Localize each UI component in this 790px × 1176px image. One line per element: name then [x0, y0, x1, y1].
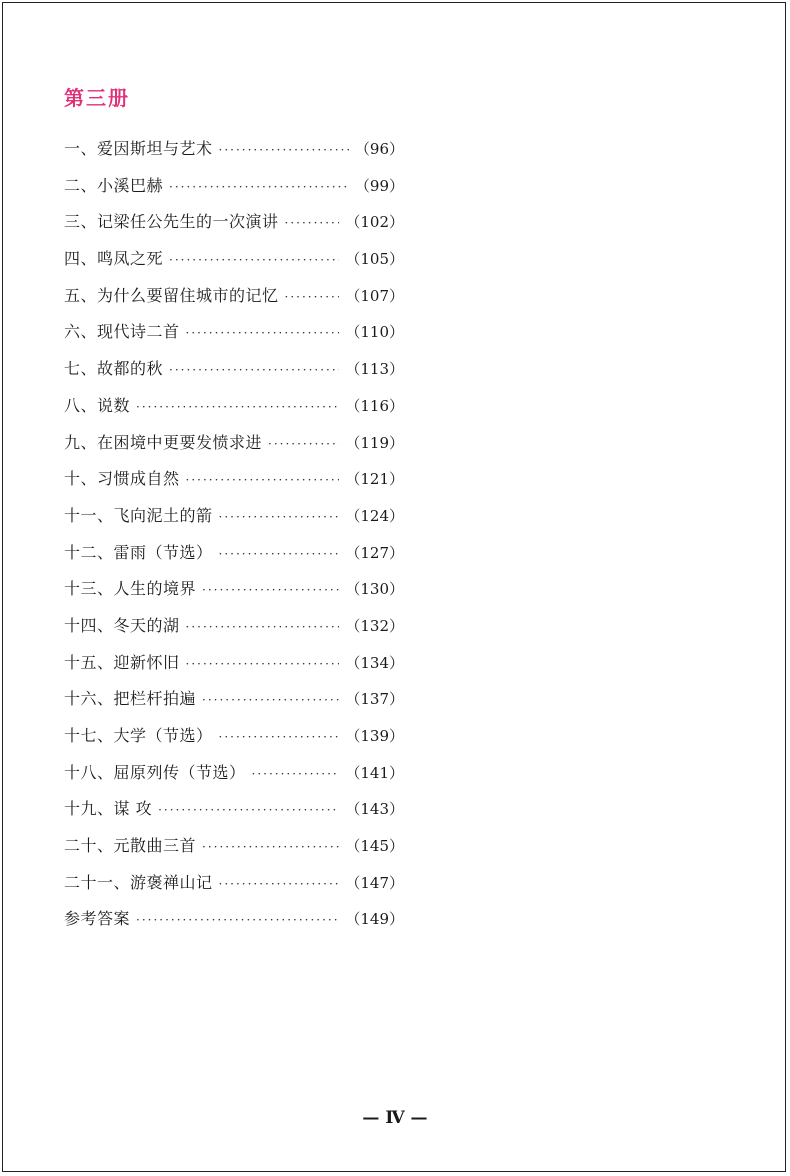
toc-entry-page: （119） [345, 433, 404, 452]
toc-entry-title: 六、现代诗二首 [64, 322, 180, 342]
section-title: 第三册 [64, 86, 130, 110]
toc-entry [64, 283, 404, 320]
toc-entry-title: 参考答案 [64, 909, 131, 929]
toc-leader-dots [186, 657, 340, 671]
toc-leader-dots [169, 180, 349, 194]
toc-leader-dots [285, 216, 340, 230]
toc-entry-page: （145） [345, 837, 404, 856]
toc-entry-title: 三、记梁任公先生的一次演讲 [64, 212, 279, 232]
toc-entry-title: 八、说数 [64, 395, 131, 415]
toc-entry-page: （130） [345, 580, 404, 599]
toc-entry-page: （137） [345, 690, 404, 709]
toc-entry-title: 十五、迎新怀旧 [64, 652, 180, 672]
toc-entry-page: （107） [345, 286, 404, 305]
toc-entry-title: 四、鸣凤之死 [64, 249, 164, 269]
toc-entry [64, 430, 404, 467]
toc-entry [64, 319, 404, 356]
toc-entry [64, 393, 404, 430]
toc-entry [64, 466, 404, 503]
table-of-contents [64, 136, 404, 943]
toc-entry-page: （127） [345, 543, 404, 562]
toc-leader-dots [136, 913, 339, 927]
toc-entry [64, 870, 404, 907]
toc-entry-page: （139） [345, 727, 404, 745]
toc-entry-title: 二、小溪巴赫 [64, 175, 164, 195]
toc-entry-title: 二十一、游褒禅山记 [64, 872, 213, 892]
toc-entry [64, 796, 404, 833]
toc-entry-title: 五、为什么要留住城市的记忆 [64, 285, 279, 305]
toc-entry [64, 723, 404, 760]
toc-leader-dots [219, 877, 340, 891]
toc-leader-dots [186, 620, 340, 634]
toc-entry [64, 686, 404, 723]
toc-entry-page: （132） [345, 616, 404, 635]
toc-entry-title: 九、在困境中更要发愤求进 [64, 432, 263, 452]
toc-entry-title: 二十、元散曲三首 [64, 836, 197, 856]
toc-entry [64, 540, 404, 577]
toc-entry [64, 503, 404, 540]
toc-entry-page: （141） [345, 763, 404, 782]
toc-entry-title: 七、故都的秋 [64, 359, 164, 379]
toc-leader-dots [252, 767, 340, 781]
page-number: — Ⅳ — [362, 1108, 428, 1128]
toc-leader-dots [186, 473, 340, 487]
toc-entry [64, 209, 404, 246]
toc-entry-title: 十二、雷雨（节选） [64, 542, 213, 562]
toc-leader-dots [158, 803, 339, 817]
toc-leader-dots [219, 510, 340, 524]
toc-entry-page: （147） [345, 873, 404, 892]
toc-leader-dots [285, 290, 340, 304]
toc-leader-dots [202, 583, 339, 597]
toc-entry-page: （143） [345, 800, 404, 819]
toc-leader-dots [202, 840, 339, 854]
toc-entry-title: 十九、谋 攻 [64, 799, 153, 819]
toc-entry-page: （110） [345, 323, 404, 342]
toc-leader-dots [219, 547, 340, 561]
toc-entry-page: （124） [345, 506, 404, 525]
toc-entry-title: 十三、人生的境界 [64, 579, 197, 599]
toc-entry-page: （149） [345, 910, 404, 929]
toc-entry-page: （121） [345, 470, 404, 489]
toc-entry-title: 十六、把栏杆拍遍 [64, 689, 197, 709]
toc-leader-dots [202, 693, 339, 707]
toc-leader-dots [169, 363, 339, 377]
toc-entry-page: （96） [354, 140, 404, 158]
toc-leader-dots [219, 730, 340, 744]
toc-entry [64, 576, 404, 613]
toc-leader-dots [219, 143, 349, 157]
toc-entry [64, 246, 404, 283]
toc-entry-title: 十七、大学（节选） [64, 726, 213, 745]
toc-entry-page: （134） [345, 653, 404, 672]
toc-leader-dots [268, 437, 339, 451]
toc-leader-dots [136, 400, 339, 414]
toc-entry-page: （99） [354, 176, 404, 195]
toc-entry-title: 十、习惯成自然 [64, 469, 180, 489]
toc-entry-title: 十一、飞向泥土的箭 [64, 505, 213, 525]
toc-entry [64, 356, 404, 393]
toc-entry-title: 一、爱因斯坦与艺术 [64, 139, 213, 158]
toc-entry-title: 十八、屈原列传（节选） [64, 762, 246, 782]
toc-leader-dots [186, 326, 340, 340]
toc-leader-dots [169, 253, 339, 267]
toc-entry-page: （113） [345, 360, 404, 379]
toc-entry [64, 136, 404, 173]
toc-entry [64, 173, 404, 210]
toc-entry [64, 650, 404, 687]
toc-entry [64, 760, 404, 797]
toc-entry-title: 十四、冬天的湖 [64, 615, 180, 635]
toc-entry-page: （105） [345, 250, 404, 269]
toc-entry-page: （116） [345, 396, 404, 415]
toc-entry [64, 833, 404, 870]
toc-entry-page: （102） [345, 213, 404, 232]
toc-entry [64, 613, 404, 650]
toc-entry [64, 906, 404, 943]
